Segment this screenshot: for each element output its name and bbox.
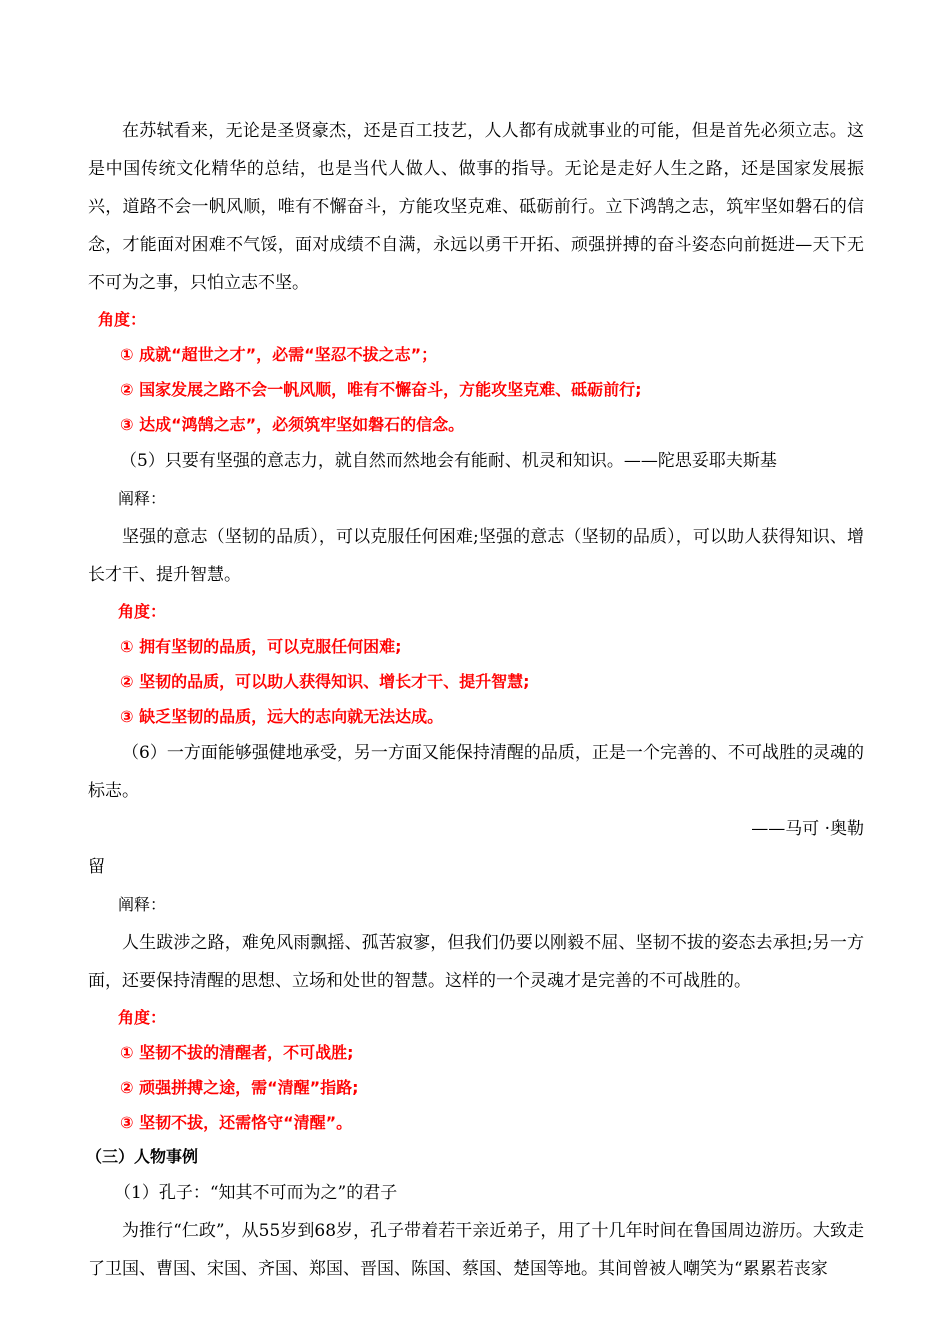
section4-angle-2: ② 国家发展之路不会一帆风顺，唯有不懈奋斗，方能攻坚克难、砥砺前行;: [120, 380, 642, 399]
section4-angle-3: ③ 达成“鸿鹄之志”，必须筑牢坚如磐石的信念。: [120, 415, 465, 434]
section5-angle-2: ② 坚韧的品质，可以助人获得知识、增长才干、提升智慧;: [120, 672, 530, 691]
section4-angle-1: ① 成就“超世之才”，必需“坚忍不拔之志”；: [120, 345, 438, 364]
section5-explain-label: 阐释：: [118, 489, 167, 508]
section5-angle-3: ③ 缺乏坚韧的品质，远大的志向就无法达成。: [120, 707, 444, 726]
section5-quote: （5）只要有坚强的意志力，就自然而然地会有能耐、机灵和知识。——陀思妥耶夫斯基: [120, 451, 777, 471]
section6-angle-2: ② 顽强拼搏之途，需“清醒”指路;: [120, 1078, 359, 1097]
section6-angle-3: ③ 坚韧不拔，还需恪守“清醒”。: [120, 1113, 353, 1132]
people-item1-text: 为推行“仁政”，从55岁到68岁，孔子带着若干亲近弟子，用了十几年时间在鲁国周边游历。大致走了卫国、曹国、宋国、齐国、郑国、晋国、陈国、蔡国、楚国等地。其间曾被人嘲笑为“累累若丧家: [88, 1221, 864, 1279]
section5-angle-1: ① 拥有坚韧的品质，可以克服任何困难;: [120, 637, 402, 656]
section4-angle-label: 角度：: [98, 310, 147, 329]
intro-paragraph: 在苏轼看来，无论是圣贤豪杰，还是百工技艺，人人都有成就事业的可能，但是首先必须立志。这是中国传统文化精华的总结，也是当代人做人、做事的指导。无论是走好人生之路，还是国家发展振兴，道路不会一帆风顺，唯有不懈奋斗，方能攻坚克难、砥砺前行。立下鸿鹄之志，筑牢坚如磐石的信念，才能面对困难不气馁，面对成绩不自满，永远以勇干开拓、顽强拼搏的奋斗姿态向前挺进—天下无不可为之事，只怕立志不坚。: [88, 121, 864, 293]
section6-explain: 人生跋涉之路，难免风雨飘摇、孤苦寂寥，但我们仍要以刚毅不屈、坚韧不拔的姿态去承担;另一方面，还要保持清醒的思想、立场和处世的智慧。这样的一个灵魂才是完善的不可战胜的。: [88, 933, 864, 991]
section5-explain: 坚强的意志（坚韧的品质），可以克服任何困难;坚强的意志（坚韧的品质），可以助人获得知识、增长才干、提升智慧。: [88, 527, 864, 585]
section-people-heading: （三）人物事例: [86, 1147, 199, 1166]
section6-explain-label: 阐释：: [118, 895, 167, 914]
people-item1-title: （1）孔子：“知其不可而为之”的君子: [114, 1183, 398, 1203]
section6-quote: （6）一方面能够强健地承受，另一方面又能保持清醒的品质，正是一个完善的、不可战胜的灵魂的标志。: [88, 743, 864, 801]
section5-angle-label: 角度：: [118, 602, 167, 621]
document-page: [88, 112, 864, 1288]
section6-attribution: ——马可 ·奥勒: [751, 819, 864, 839]
section6-attribution-cont: 留: [88, 857, 105, 877]
section6-angle-1: ① 坚韧不拔的清醒者，不可战胜;: [120, 1043, 354, 1062]
section6-angle-label: 角度：: [118, 1008, 167, 1027]
